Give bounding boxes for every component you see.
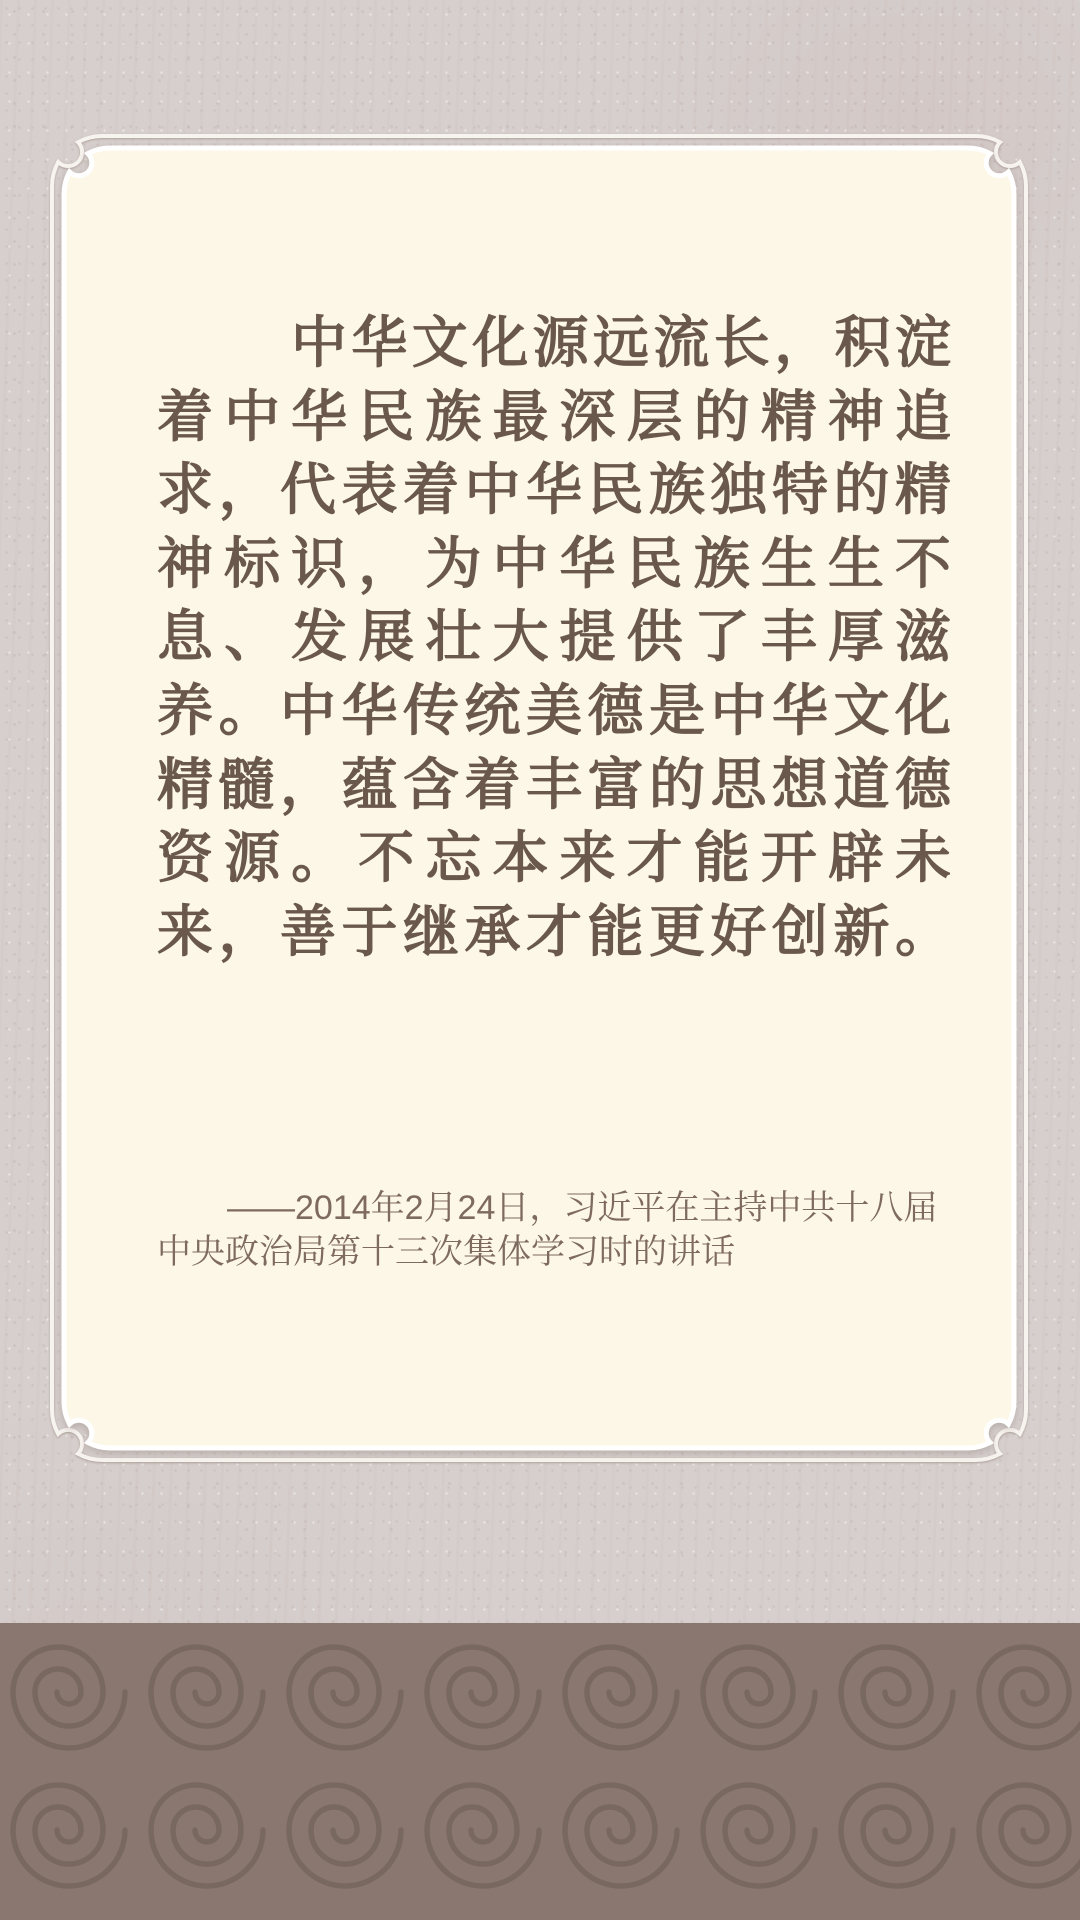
quote-line: 着中华民族最深层的精神追 bbox=[157, 386, 951, 449]
quote-line: 息、发展壮大提供了丰厚滋 bbox=[157, 607, 951, 670]
quote-line: 中华文化源远流长，积淀 bbox=[291, 313, 951, 375]
quote-line: 求，代表着中华民族独特的精 bbox=[157, 460, 951, 523]
quote-line: 资源。不忘本来才能开辟未 bbox=[157, 828, 951, 891]
cloud-swirl-pattern bbox=[0, 1623, 1080, 1920]
attribution-text bbox=[157, 1186, 957, 1274]
footer-band bbox=[0, 1623, 1080, 1920]
quote-line: 精髓，蕴含着丰富的思想道德 bbox=[157, 754, 951, 817]
quote-line: 养。中华传统美德是中华文化 bbox=[157, 680, 951, 743]
attribution-line: ——2014年2月24日，习近平在主持中共十八届 bbox=[227, 1189, 938, 1227]
quote-line: 神标识，为中华民族生生不 bbox=[157, 533, 951, 596]
attribution-line: 中央政治局第十三次集体学习时的讲话 bbox=[157, 1233, 735, 1271]
quote-text bbox=[157, 308, 951, 970]
quote-line: 来，善于继承才能更好创新。 bbox=[157, 901, 951, 964]
